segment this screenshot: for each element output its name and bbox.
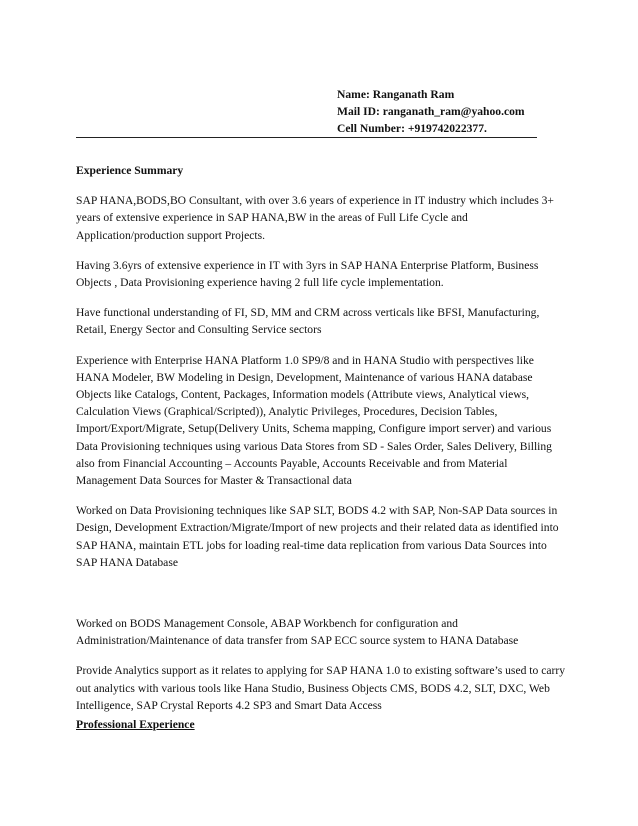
summary-paragraph: Worked on Data Provisioning techniques like SAP SLT, BODS 4.2 with SAP, Non-SAP Data sources in Design, Development Extraction/Migrate/Import of new projects and their related data as identified into SAP HANA, maintain ETL jobs for loading real-time data replication from various Data Sources into SAP HANA Database — [76, 504, 559, 569]
contact-header — [337, 86, 627, 137]
summary-paragraph: Worked on BODS Management Console, ABAP Workbench for configuration and Administration/Maintenance of data transfer from SAP ECC source system to HANA Database — [76, 617, 519, 648]
summary-paragraph: Provide Analytics support as it relates to applying for SAP HANA 1.0 to existing software’s used to carry out analytics with various tools like Hana Studio, Business Objects CMS, BODS 4.2, SLT, DXC, Web Intelligence, SAP Crystal Reports 4.2 SP3 and Smart Data Access — [76, 664, 566, 712]
summary-paragraph: Have functional understanding of FI, SD, MM and CRM across verticals like BFSI, Manufacturing, Retail, Energy Sector and Consulting Service sectors — [76, 306, 540, 337]
experience-summary-heading: Experience Summary — [76, 164, 184, 177]
summary-paragraph: Having 3.6yrs of extensive experience in IT with 3yrs in SAP HANA Enterprise Platform, Business Objects , Data Provisioning experience having 2 full life cycle implementation. — [76, 258, 539, 290]
cell-number: Cell Number: +919742022377. — [337, 122, 487, 135]
summary-paragraph: Experience with Enterprise HANA Platform 1.0 SP9/8 and in HANA Studio with perspectives like HANA Modeler, BW Modeling in Design, Development, Maintenance of various HANA database Objects like Catalogs, Content, Packages, Information models (Attribute views, Analytical views, Calculation Views (Graphical/Scripted)), Analytic Privileges, Procedures, Decision Tables, Import/Export/Migrate, Setup(Delivery Units, Schema mapping, Configure import server) and various Data Provisioning techniques using various Data Stores from SD - Sales Order, Sales Delivery, Billing also from Financial Accounting – Accounts Payable, Accounts Receivable and from Material Management Data Sources for Master & Transactional data — [76, 353, 552, 488]
mail-id: Mail ID: ranganath_ram@yahoo.com — [337, 105, 525, 118]
header-divider — [76, 137, 537, 138]
candidate-name: Name: Ranganath Ram — [337, 88, 455, 101]
spacer — [76, 584, 566, 615]
professional-experience-heading: Professional Experience — [76, 718, 195, 731]
experience-summary-section — [76, 162, 566, 727]
summary-paragraph: SAP HANA,BODS,BO Consultant, with over 3.6 years of experience in IT industry which includes 3+ years of extensive experience in SAP HANA,BW in the areas of Full Life Cycle and Application/production support Projects. — [76, 194, 554, 242]
